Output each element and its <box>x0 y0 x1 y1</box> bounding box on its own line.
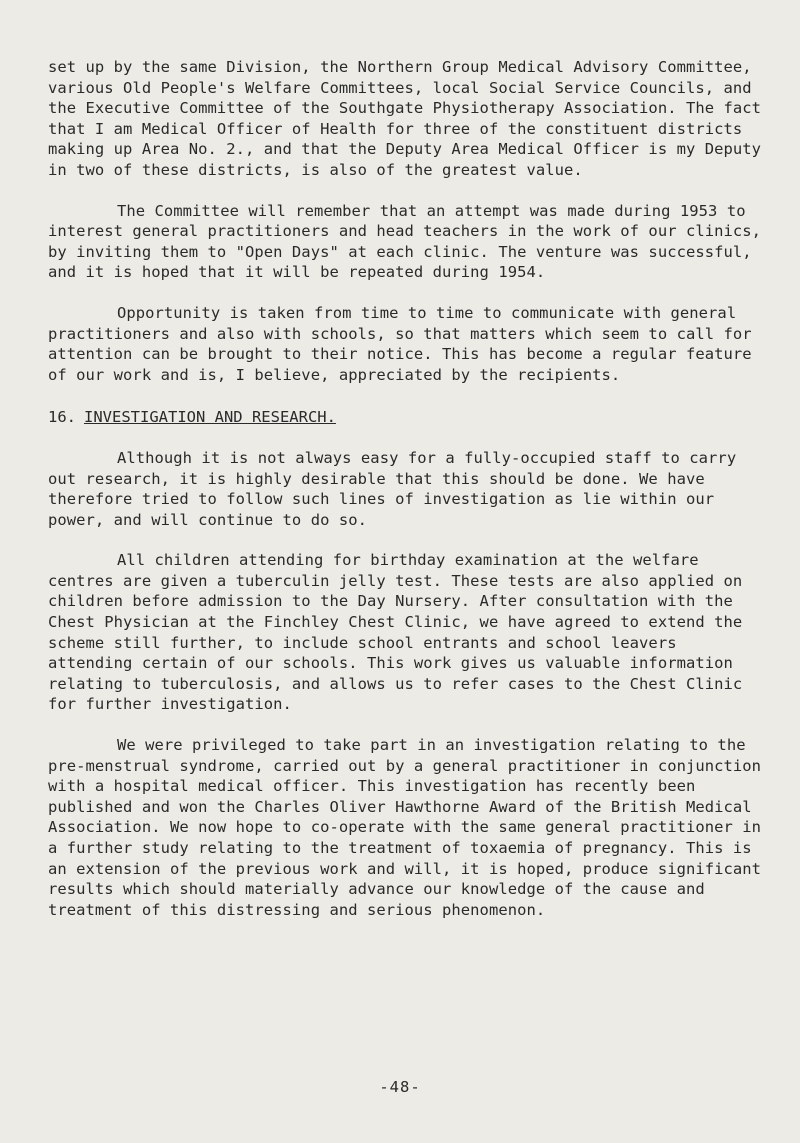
section-heading <box>48 407 763 428</box>
section-title: INVESTIGATION AND RESEARCH. <box>84 408 336 427</box>
paragraph-committees: set up by the same Division, the Northern Group Medical Advisory Committee, various Old People's Welfare Committees, local Social Service Councils, and the Executive Committee of the Southgate Physiotherapy Association. The fact that I am Medical Officer of Health for three of the constituent districts making up Area No. 2., and that the Deputy Area Medical Officer is my Deputy in two of these districts, is also of the greatest value. <box>48 58 771 179</box>
page-number: -48- <box>379 1078 421 1096</box>
paragraph-research-intro: Although it is not always easy for a fully-occupied staff to carry out research, it is highly desirable that this should be done. We have therefore tried to follow such lines of investigation as lie within our power, and will continue to do so. <box>48 448 746 529</box>
paragraph-premenstrual-study: We were privileged to take part in an investigation relating to the pre-menstrual syndrome, carried out by a general practitioner in conjunction with a hospital medical officer. This investigation has recently been published and won the Charles Oliver Hawthorne Award of the British Medical Association. We now hope to co-operate with the same general practitioner in a further study relating to the treatment of toxaemia of pregnancy. This is an extension of the previous work and will, it is hoped, produce significant results which should materially advance our knowledge of the cause and treatment of this distressing and serious phenomenon. <box>48 736 771 919</box>
section-number: 16. <box>48 408 76 427</box>
paragraph-tuberculin-test: All children attending for birthday examination at the welfare centres are given a tuberculin jelly test. These tests are also applied on children before admission to the Day Nursery. After consultation with the Chest Physician at the Finchley Chest Clinic, we have agreed to extend the scheme still further, to include school entrants and school leavers attending certain of our schools. This work gives us valuable information relating to tuberculosis, and allows us to refer cases to the Chest Clinic for further investigation. <box>48 551 752 714</box>
document-page <box>48 57 771 920</box>
paragraph-open-days: The Committee will remember that an attempt was made during 1953 to interest general practitioners and head teachers in the work of our clinics, by inviting them to "Open Days" at each clinic. The venture was successful, and it is hoped that it will be repeated during 1954. <box>48 201 771 282</box>
paragraph-communication: Opportunity is taken from time to time to communicate with general practitioners and also with schools, so that matters which seem to call for attention can be brought to their notice. This has become a regular feature of our work and is, I believe, appreciated by the recipients. <box>48 303 762 384</box>
